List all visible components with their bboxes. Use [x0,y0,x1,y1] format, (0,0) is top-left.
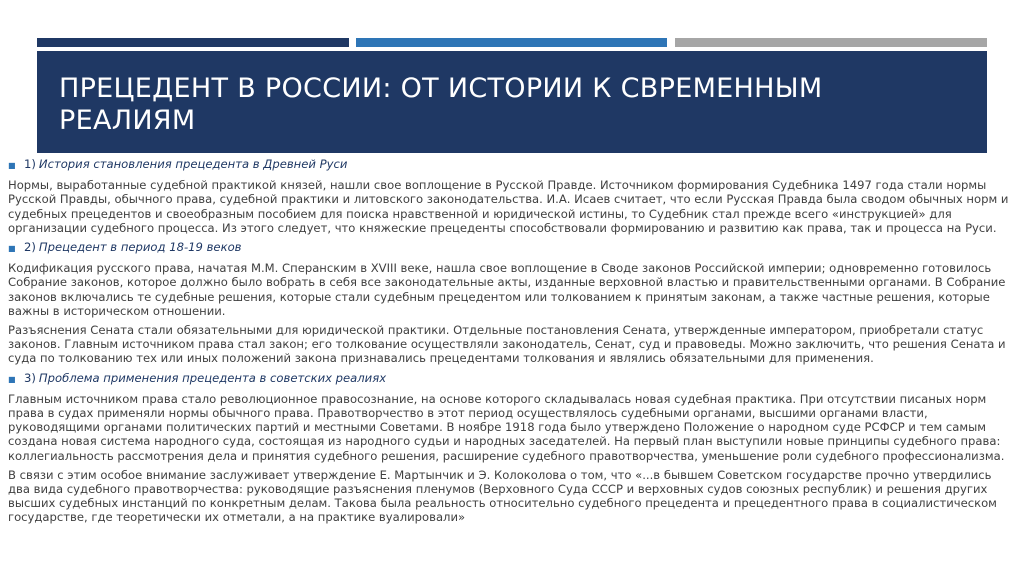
bullet-square-icon: ■ [8,374,16,384]
paragraph: Кодификация русского права, начатая М.М. Сперанским в XVIII веке, нашла свое воплощение в Своде законов Российской империи; одновременно готовилось Собрание законов, которое должно было вобрать в себя все законодательные акты, изданные верховной властью и правительственными органами. В Собрание законов включались те судебные решения, которые стали судебным прецедентом или толкованием к принятым законам, а также частные решения, которые важны в историческом отношении. [8,261,1006,318]
accent-bar-gray [675,38,987,47]
accent-bar-dark [37,38,349,47]
section-number: 3) [24,370,36,385]
paragraph: Главным источником права стало революционное правосознание, на основе которого складывалась новая судебная практика. При отсутствии писаных норм права в судах применяли нормы обычного права. Правотворчество в этот период осуществлялось судебными органами, высшими органами власти, руководящими органами политических партий и местными Советами. В ноябре 1918 года было утверждено Положение о народном суде РСФСР и тем самым создана новая система народного суда, состоящая из народного судьи и народных заседателей. На первый план выступили новые принципы судебного права: коллегиальность рассмотрения дела и принятия судебного решения, расширение судебного правотворчества, уменьшение роли судебного профессионализма. [8,391,1005,463]
section-number: 1) [24,157,36,171]
paragraph: В связи с этим особое внимание заслуживает утверждение Е. Мартынчик и Э. Колоколова о том, что «...в бывшем Советском государстве прочно утвердились два вида судебного правотворчества: руководящие разъяснения пленумов (Верховного Суда СССР и верховных судов союзных республик) и решения других высших судебных инстанций по конкретным делам. Такова была реальность относительно судебного прецедента и прецедентного права в социалистическом государстве, где теоретически их отметали, а на практике вуалировали» [8,467,997,525]
title-banner [37,51,987,153]
bullet-square-icon: ■ [8,244,16,254]
section-heading-2 [8,240,1016,256]
paragraph: Нормы, выработанные судебной практикой князей, нашли свое воплощение в Русской Правде. Источником формирования Судебника 1497 года стали нормы Русской Правды, обычного права, судебной практики и литовского законодательства. И.А. Исаев считает, что если Русская Правда была сводом обычных норм и судебных прецедентов и своеобразным пособием для поиска нравственной и юридической истины, то Судебник стал прежде всего «инструкцией» для организации судебного процесса. Из этого следует, что княжеские прецеденты способствовали формированию и развитию как права, так и процесса на Руси. [8,178,1009,235]
section-heading-3 [8,371,1016,387]
section-number: 2) [24,240,36,255]
accent-bar-blue [356,38,667,47]
section-heading-text: Прецедент в период 18-19 веков [38,240,242,255]
bullet-square-icon: ■ [8,161,16,170]
slide-title: ПРЕЦЕДЕНТ В РОССИИ: ОТ ИСТОРИИ К СВРЕМЕННЫМ РЕАЛИЯМ [59,73,823,136]
section-heading-text: История становления прецедента в Древней Руси [38,157,348,171]
paragraph: Разъяснения Сената стали обязательными для юридической практики. Отдельные постановления Сената, утвержденные императором, приобретали статус законов. Главным источником права стал закон; его толкование осуществляли законодатель, Сенат, суд и правоведы. Можно заключить, что решения Сената и суда по толкованию тех или иных положений закона признавались прецедентами толкования и являлись обязательными для применения. [8,323,1006,366]
section-heading-text: Проблема применения прецедента в советских реалиях [38,370,387,385]
slide-content [8,157,1016,530]
section-heading-1 [8,157,1016,173]
